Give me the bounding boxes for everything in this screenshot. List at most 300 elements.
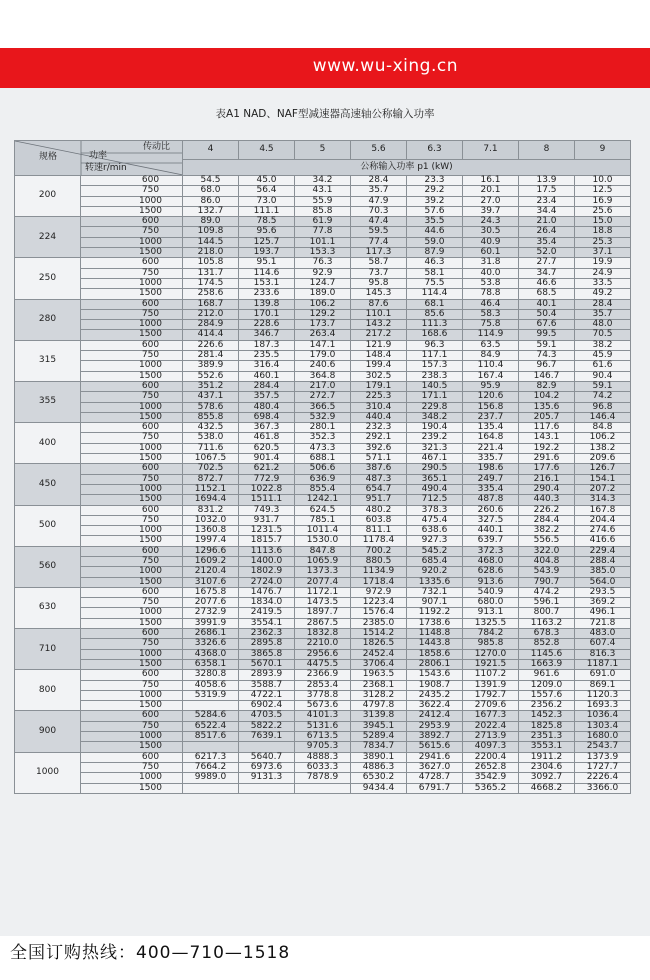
power-value-cell: 314.3 [575,495,631,505]
power-value-cell: 63.5 [463,340,519,350]
power-value-cell: 85.6 [407,309,463,319]
power-value-cell: 5131.6 [295,721,351,731]
power-value-cell: 6902.4 [239,701,295,711]
power-value-cell: 56.4 [239,186,295,196]
power-value-cell: 3627.0 [407,762,463,772]
power-value-cell: 1373.9 [575,752,631,762]
power-value-cell: 1120.3 [575,690,631,700]
speed-cell: 1000 [81,443,183,453]
power-value-cell: 153.3 [295,248,351,258]
power-value-cell: 284.4 [239,381,295,391]
size-cell: 280 [15,299,81,340]
table-row [15,670,631,680]
power-value-cell: 74.3 [519,351,575,361]
speed-cell: 1500 [81,742,183,752]
power-value-cell [183,701,239,711]
power-value-cell: 913.1 [463,608,519,618]
power-value-cell: 440.3 [519,495,575,505]
size-cell: 500 [15,505,81,546]
power-value-cell: 2351.3 [519,732,575,742]
power-value-cell: 639.7 [463,536,519,546]
power-value-cell: 852.8 [519,639,575,649]
power-value-cell: 1400.0 [239,556,295,566]
power-value-cell: 1134.9 [351,567,407,577]
power-value-cell: 2385.0 [351,618,407,628]
power-value-cell: 96.3 [407,340,463,350]
power-value-cell: 143.1 [519,433,575,443]
power-value-cell: 3622.4 [407,701,463,711]
power-value-cell: 1178.4 [351,536,407,546]
power-value-cell: 490.4 [407,484,463,494]
power-value-cell: 27.7 [519,258,575,268]
power-value-cell [183,742,239,752]
power-value-cell: 50.4 [519,309,575,319]
power-value-cell: 60.1 [463,248,519,258]
power-value-cell: 711.6 [183,443,239,453]
power-value-cell: 556.5 [519,536,575,546]
power-value-cell: 225.3 [351,392,407,402]
power-value-cell: 167.4 [463,371,519,381]
power-value-cell: 47.9 [351,196,407,206]
table-row [15,464,631,474]
table-row [15,567,631,577]
power-value-cell: 139.8 [239,299,295,309]
power-value-cell: 638.6 [407,526,463,536]
power-value-cell: 2304.6 [519,762,575,772]
speed-cell: 600 [81,299,183,309]
table-row [15,402,631,412]
table-row [15,320,631,330]
power-value-cell: 290.4 [519,484,575,494]
power-value-cell: 25.3 [575,237,631,247]
power-value-cell: 168.6 [407,330,463,340]
power-value-cell: 40.0 [463,268,519,278]
power-value-cell: 688.1 [295,454,351,464]
power-value-cell: 164.8 [463,433,519,443]
power-value-cell: 23.3 [407,176,463,186]
power-value-cell: 346.7 [239,330,295,340]
site-url[interactable]: www.wu-xing.cn [312,56,458,76]
power-value-cell: 1209.0 [519,680,575,690]
power-value-cell: 147.1 [295,340,351,350]
speed-cell: 1500 [81,206,183,216]
power-value-cell: 95.9 [463,381,519,391]
power-value-cell: 1677.3 [463,711,519,721]
power-value-cell: 7639.1 [239,732,295,742]
ratio-header: 8 [519,141,575,160]
power-value-cell: 1187.1 [575,659,631,669]
power-value-cell: 416.6 [575,536,631,546]
power-value-cell: 77.4 [351,237,407,247]
speed-cell: 600 [81,258,183,268]
speed-cell: 600 [81,340,183,350]
power-value-cell: 154.1 [575,474,631,484]
table-row [15,608,631,618]
power-value-cell: 90.4 [575,371,631,381]
table-row [15,649,631,659]
power-value-cell: 3366.0 [575,783,631,793]
power-value-cell: 2120.4 [183,567,239,577]
power-value-cell: 61.6 [575,361,631,371]
power-value-cell: 721.8 [575,618,631,628]
power-value-cell: 179.1 [351,381,407,391]
power-value-cell: 57.6 [407,206,463,216]
power-value-cell: 7664.2 [183,762,239,772]
power-value-cell: 35.5 [407,217,463,227]
power-value-cell: 4728.7 [407,773,463,783]
power-value-cell: 1921.5 [463,659,519,669]
power-value-cell: 8517.6 [183,732,239,742]
power-value-cell: 68.1 [407,299,463,309]
power-value-cell: 1163.2 [519,618,575,628]
power-value-cell: 167.8 [575,505,631,515]
power-value-cell: 45.0 [239,176,295,186]
power-value-cell: 260.6 [463,505,519,515]
power-value-cell: 207.2 [575,484,631,494]
power-value-cell: 790.7 [519,577,575,587]
power-value-cell: 132.7 [183,206,239,216]
power-value-cell: 280.1 [295,423,351,433]
speed-cell: 1500 [81,783,183,793]
corner-speed-label: 转速r/min [85,163,127,173]
power-value-cell: 1335.6 [407,577,463,587]
power-value-cell: 114.6 [239,268,295,278]
table-row [15,433,631,443]
power-value-cell: 28.4 [575,299,631,309]
power-value-cell: 378.3 [407,505,463,515]
power-value-cell: 75.8 [463,320,519,330]
size-cell: 560 [15,546,81,587]
speed-cell: 750 [81,762,183,772]
speed-cell: 600 [81,629,183,639]
power-value-cell: 927.3 [407,536,463,546]
power-value-cell: 624.5 [295,505,351,515]
power-value-cell: 4668.2 [519,783,575,793]
power-value-cell: 216.1 [519,474,575,484]
power-value-cell: 281.4 [183,351,239,361]
power-value-cell: 2077.4 [295,577,351,587]
power-value-cell: 19.9 [575,258,631,268]
power-value-cell: 4475.5 [295,659,351,669]
power-value-cell: 310.4 [351,402,407,412]
ratio-header: 5 [295,141,351,160]
power-value-cell: 59.0 [407,237,463,247]
table-row [15,278,631,288]
power-value-cell: 1680.0 [575,732,631,742]
speed-cell: 1500 [81,536,183,546]
power-value-cell: 1325.5 [463,618,519,628]
power-value-cell: 392.6 [351,443,407,453]
power-value-cell: 685.4 [407,556,463,566]
power-value-cell: 168.7 [183,299,239,309]
power-value-cell: 146.7 [519,371,575,381]
table-row [15,546,631,556]
power-value-cell: 92.9 [295,268,351,278]
power-value-cell: 367.3 [239,423,295,433]
power-value-cell: 179.0 [295,351,351,361]
power-value-cell: 1391.9 [463,680,519,690]
power-value-cell: 114.9 [463,330,519,340]
power-value-cell: 3865.8 [239,649,295,659]
power-value-cell: 96.8 [575,402,631,412]
power-value-cell: 7878.9 [295,773,351,783]
power-value-cell: 87.6 [351,299,407,309]
power-value-cell: 880.5 [351,556,407,566]
power-value-cell: 58.7 [351,258,407,268]
power-value-cell: 3280.8 [183,670,239,680]
power-value-cell: 235.5 [239,351,295,361]
power-value-cell: 2956.6 [295,649,351,659]
power-value-cell [239,742,295,752]
power-value-cell: 18.8 [575,227,631,237]
power-value-cell: 2652.8 [463,762,519,772]
power-value-cell: 1172.1 [295,587,351,597]
power-value-cell: 101.1 [295,237,351,247]
power-value-cell: 144.5 [183,237,239,247]
power-value-cell: 2709.6 [463,701,519,711]
power-value-cell: 702.5 [183,464,239,474]
power-value-cell: 78.5 [239,217,295,227]
table-row [15,227,631,237]
power-value-cell: 2853.4 [295,680,351,690]
power-value-cell: 187.3 [239,340,295,350]
power-value-cell: 372.3 [463,546,519,556]
power-value-cell: 4886.3 [351,762,407,772]
power-value-cell: 351.2 [183,381,239,391]
power-value-cell: 70.5 [575,330,631,340]
power-value-cell: 1834.0 [239,598,295,608]
size-cell: 400 [15,423,81,464]
power-value-cell: 1897.7 [295,608,351,618]
power-value-cell: 263.4 [295,330,351,340]
power-value-cell: 233.6 [239,289,295,299]
table-row [15,248,631,258]
power-value-cell: 437.1 [183,392,239,402]
power-value-cell: 1825.8 [519,721,575,731]
table-row [15,206,631,216]
speed-cell: 1000 [81,278,183,288]
power-value-cell: 571.1 [351,454,407,464]
power-value-cell: 5640.7 [239,752,295,762]
power-value-cell: 85.8 [295,206,351,216]
power-value-cell: 58.3 [463,309,519,319]
power-value-cell: 5365.2 [463,783,519,793]
table-row [15,412,631,422]
power-value-cell: 67.6 [519,320,575,330]
corner-power-label: 功率 [89,151,108,161]
power-value-cell: 596.1 [519,598,575,608]
speed-cell: 600 [81,711,183,721]
power-value-cell: 59.5 [351,227,407,237]
table-row [15,299,631,309]
power-value-cell: 972.9 [351,587,407,597]
speed-cell: 1000 [81,361,183,371]
power-value-cell: 24.9 [575,268,631,278]
power-value-cell: 135.4 [463,423,519,433]
power-value-cell: 335.7 [463,454,519,464]
power-value-cell: 6217.3 [183,752,239,762]
power-value-cell: 105.8 [183,258,239,268]
power-value-cell: 54.5 [183,176,239,186]
power-value-cell: 15.0 [575,217,631,227]
size-cell: 800 [15,670,81,711]
power-value-cell: 30.5 [463,227,519,237]
power-value-cell: 545.2 [407,546,463,556]
power-value-cell: 34.4 [519,206,575,216]
power-value-cell: 578.6 [183,402,239,412]
table-row [15,176,631,186]
power-value-cell: 1032.0 [183,515,239,525]
power-value-cell: 2713.9 [463,732,519,742]
power-value-cell: 77.8 [295,227,351,237]
power-value-cell: 229.8 [407,402,463,412]
power-value-cell: 95.6 [239,227,295,237]
power-value-cell: 45.9 [575,351,631,361]
power-value-cell: 5670.1 [239,659,295,669]
power-value-cell: 84.9 [463,351,519,361]
power-value-cell: 249.7 [463,474,519,484]
power-value-cell: 552.6 [183,371,239,381]
table-row [15,505,631,515]
power-value-cell: 12.5 [575,186,631,196]
power-value-cell: 1792.7 [463,690,519,700]
table-row [15,258,631,268]
power-value-cell: 1473.5 [295,598,351,608]
power-value-cell: 109.8 [183,227,239,237]
power-value-cell: 39.7 [463,206,519,216]
power-value-cell: 1663.9 [519,659,575,669]
power-value-cell: 620.5 [239,443,295,453]
table-row [15,732,631,742]
table-row [15,454,631,464]
power-value-cell: 17.5 [519,186,575,196]
power-value-cell: 39.2 [407,196,463,206]
power-value-cell: 1963.5 [351,670,407,680]
power-value-cell: 96.7 [519,361,575,371]
speed-cell: 1500 [81,454,183,464]
power-table-wrapper [14,140,630,794]
power-value-cell: 46.6 [519,278,575,288]
speed-cell: 600 [81,546,183,556]
power-value-cell: 532.9 [295,412,351,422]
power-value-cell: 129.2 [295,309,351,319]
power-value-cell: 199.4 [351,361,407,371]
power-value-cell: 1727.7 [575,762,631,772]
speed-cell: 1000 [81,402,183,412]
size-cell: 900 [15,711,81,752]
power-value-cell: 148.4 [351,351,407,361]
power-value-cell: 204.4 [575,515,631,525]
power-value-cell: 272.7 [295,392,351,402]
table-row [15,392,631,402]
power-value-cell: 784.2 [463,629,519,639]
power-value-cell: 114.4 [407,289,463,299]
speed-cell: 1500 [81,248,183,258]
power-value-cell: 40.9 [463,237,519,247]
power-value-cell: 487.8 [463,495,519,505]
size-cell: 630 [15,587,81,628]
power-value-cell: 440.1 [463,526,519,536]
power-value-cell: 749.3 [239,505,295,515]
power-value-cell: 89.0 [183,217,239,227]
power-value-cell: 3890.1 [351,752,407,762]
power-value-cell: 2412.4 [407,711,463,721]
power-value-cell: 480.2 [351,505,407,515]
power-value-cell: 1530.0 [295,536,351,546]
power-value-cell: 855.4 [295,484,351,494]
power-value-cell: 387.6 [351,464,407,474]
power-value-cell: 284.9 [183,320,239,330]
power-value-cell: 1815.7 [239,536,295,546]
table-row [15,742,631,752]
power-value-cell: 1223.4 [351,598,407,608]
power-value-cell: 1452.3 [519,711,575,721]
power-value-cell: 2226.4 [575,773,631,783]
table-row [15,330,631,340]
power-value-cell: 1113.6 [239,546,295,556]
size-cell: 224 [15,217,81,258]
power-value-cell: 106.2 [295,299,351,309]
power-value-cell: 366.5 [295,402,351,412]
power-value-cell: 732.1 [407,587,463,597]
power-value-cell: 1022.8 [239,484,295,494]
power-value-cell: 110.4 [463,361,519,371]
speed-cell: 750 [81,392,183,402]
power-value-cell: 226.2 [519,505,575,515]
power-value-cell: 680.0 [463,598,519,608]
power-value-cell: 2435.2 [407,690,463,700]
table-row [15,762,631,772]
power-value-cell: 4097.3 [463,742,519,752]
power-value-cell: 106.2 [575,433,631,443]
power-value-cell: 4722.1 [239,690,295,700]
unit-header: 公称输入功率 p1 (kW) [183,160,631,176]
table-row [15,526,631,536]
speed-cell: 1000 [81,196,183,206]
power-value-cell: 2368.1 [351,680,407,690]
power-value-cell: 432.5 [183,423,239,433]
power-value-cell: 506.6 [295,464,351,474]
power-value-cell: 76.3 [295,258,351,268]
power-value-cell: 3778.8 [295,690,351,700]
power-value-cell: 348.2 [407,412,463,422]
speed-cell: 1000 [81,732,183,742]
power-value-cell: 33.5 [575,278,631,288]
speed-cell: 600 [81,464,183,474]
power-value-cell: 9705.3 [295,742,351,752]
power-value-cell: 440.4 [351,412,407,422]
power-value-cell: 352.3 [295,433,351,443]
power-value-cell: 920.2 [407,567,463,577]
speed-cell: 750 [81,721,183,731]
power-value-cell: 44.6 [407,227,463,237]
power-value-cell: 3139.8 [351,711,407,721]
power-value-cell: 55.9 [295,196,351,206]
power-value-cell: 654.7 [351,484,407,494]
power-value-cell: 316.4 [239,361,295,371]
table-row [15,423,631,433]
power-value-cell: 3326.6 [183,639,239,649]
power-value-cell: 538.0 [183,433,239,443]
table-row [15,443,631,453]
power-value-cell: 1476.7 [239,587,295,597]
power-value-cell: 2732.9 [183,608,239,618]
speed-cell: 1000 [81,649,183,659]
power-value-cell: 157.3 [407,361,463,371]
power-value-cell: 603.8 [351,515,407,525]
power-value-cell: 1296.6 [183,546,239,556]
speed-cell: 600 [81,505,183,515]
